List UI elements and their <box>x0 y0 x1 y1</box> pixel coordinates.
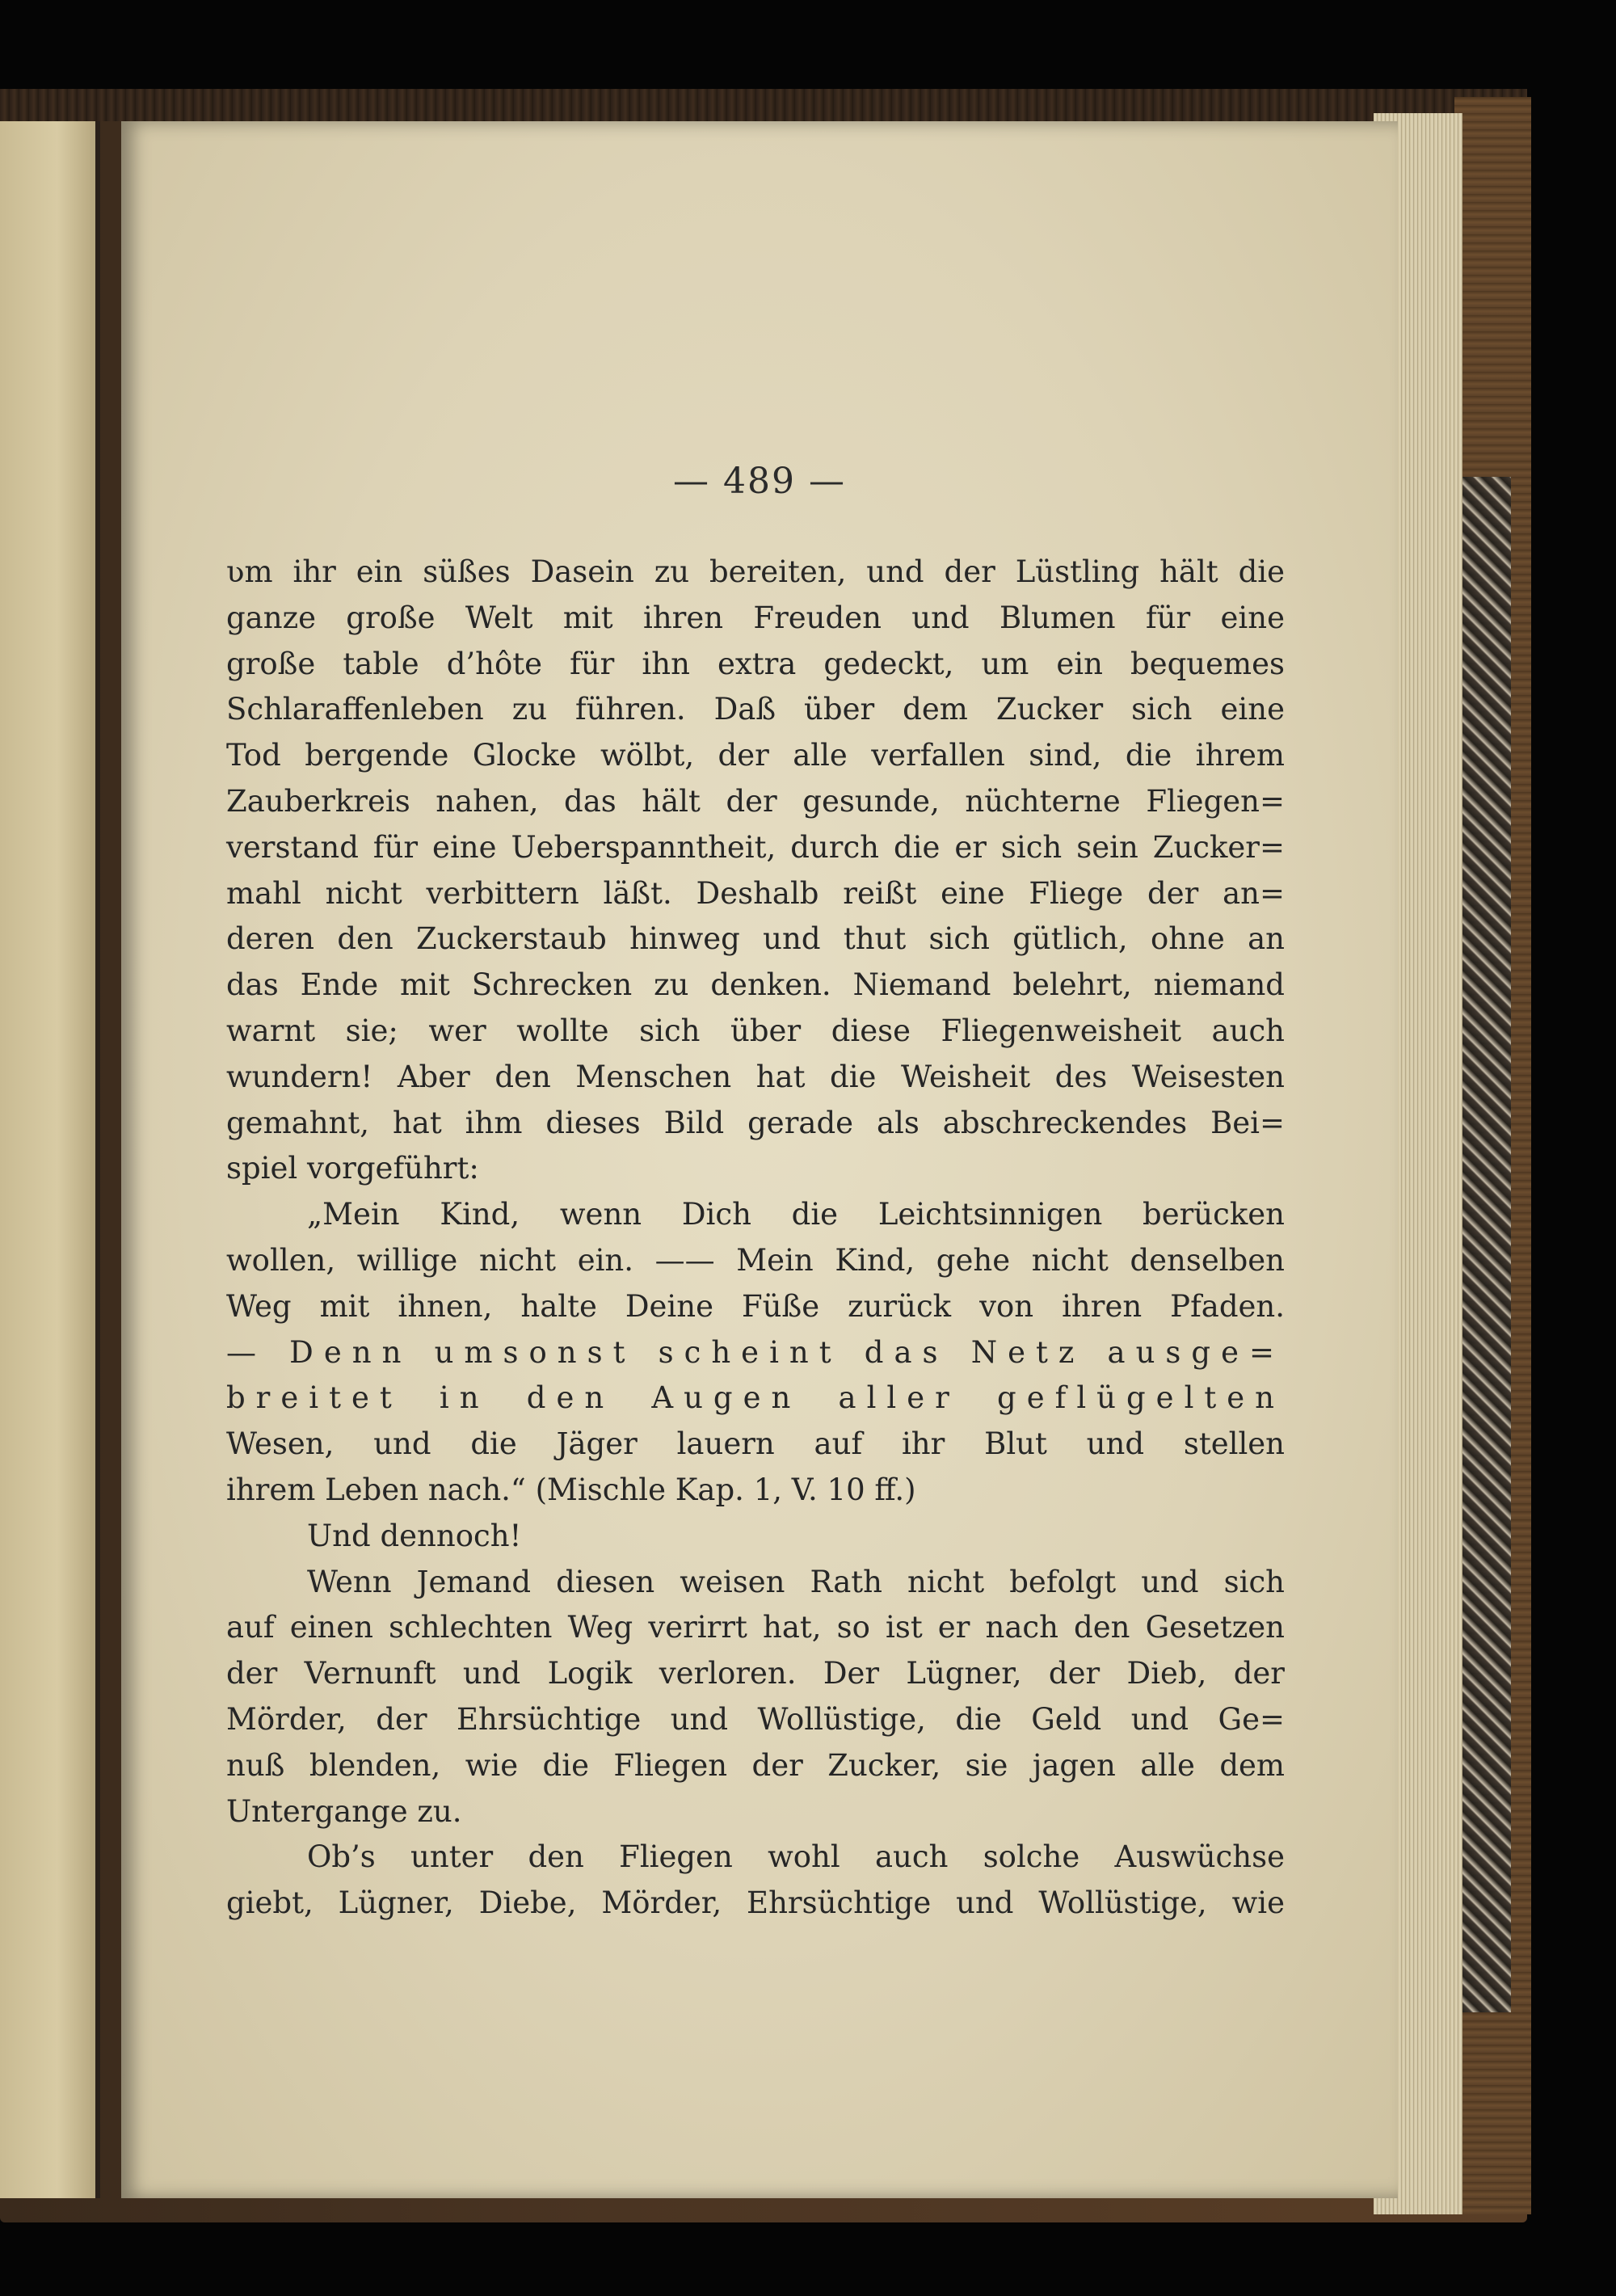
text-line: auf einen schlechten Weg verirrt hat, so ist er nach den Gesetzen <box>226 1610 1285 1645</box>
text-line: Untergange zu. <box>226 1793 462 1829</box>
page-number: — 489 — <box>673 461 846 502</box>
text-line: ʋm ihr ein süßes Dasein zu bereiten, und der Lüstling hält die <box>226 554 1285 589</box>
text-line: — Denn umsonst scheint das Netz ausge= <box>226 1334 1285 1370</box>
book-page <box>121 121 1398 2198</box>
text-line: Tod bergende Glocke wölbt, der alle verfallen sind, die ihrem <box>226 738 1285 773</box>
text-line: Wenn Jemand diesen weisen Rath nicht befolgt und sich <box>307 1564 1285 1599</box>
text-line: der Vernunft und Logik verloren. Der Lügner, der Dieb, der <box>226 1656 1285 1691</box>
page-body-text <box>226 550 1285 1927</box>
text-line: wundern! Aber den Menschen hat die Weisheit des Weisesten <box>226 1059 1285 1094</box>
left-facing-page <box>0 121 100 2198</box>
text-line: giebt, Lügner, Diebe, Mörder, Ehrsüchtige und Wollüstige, wie <box>226 1885 1285 1921</box>
text-line: Weg mit ihnen, halte Deine Füße zurück von ihren Pfaden. <box>226 1288 1285 1324</box>
cover-top-band <box>0 89 1527 121</box>
text-line: gemahnt, hat ihm dieses Bild gerade als abschreckendes Bei= <box>226 1105 1285 1140</box>
text-line: große table d’hôte für ihn extra gedeckt, um ein bequemes <box>226 646 1285 681</box>
text-line: „Mein Kind, wenn Dich die Leichtsinnigen berücken <box>307 1197 1285 1232</box>
text-line: warnt sie; wer wollte sich über diese Fliegenweisheit auch <box>226 1013 1285 1048</box>
text-line: breitet in den Augen aller geflügelten <box>226 1380 1285 1416</box>
text-line: Ob’s unter den Fliegen wohl auch solche Auswüchse <box>307 1839 1285 1875</box>
text-line: ganze große Welt mit ihren Freuden und Blumen für eine <box>226 600 1285 635</box>
text-line: das Ende mit Schrecken zu denken. Niemand belehrt, niemand <box>226 967 1285 1003</box>
text-line: Zauberkreis nahen, das hält der gesunde, nüchterne Fliegen= <box>226 783 1285 819</box>
text-line: wollen, willige nicht ein. —— Mein Kind, gehe nicht denselben <box>226 1242 1285 1278</box>
text-line: Und dennoch! <box>307 1518 522 1553</box>
text-line: ihrem Leben nach.“ (Mischle Kap. 1, V. 10 ff.) <box>226 1472 916 1507</box>
text-line: nuß blenden, wie die Fliegen der Zucker, sie jagen alle dem <box>226 1747 1285 1783</box>
text-line: deren den Zuckerstaub hinweg und thut sich gütlich, ohne an <box>226 921 1285 957</box>
text-line: Schlaraffenleben zu führen. Daß über dem Zucker sich eine <box>226 692 1285 727</box>
text-line: Mörder, der Ehrsüchtige und Wollüstige, die Geld und Ge= <box>226 1701 1285 1737</box>
marbled-endpaper <box>1462 477 1511 2012</box>
text-line: mahl nicht verbittern läßt. Deshalb reißt eine Fliege der an= <box>226 875 1285 911</box>
text-line: Wesen, und die Jäger lauern auf ihr Blut und stellen <box>226 1426 1285 1462</box>
text-line: verstand für eine Ueberspanntheit, durch die er sich sein Zucker= <box>226 829 1285 865</box>
text-line: spiel vorgeführt: <box>226 1151 479 1186</box>
